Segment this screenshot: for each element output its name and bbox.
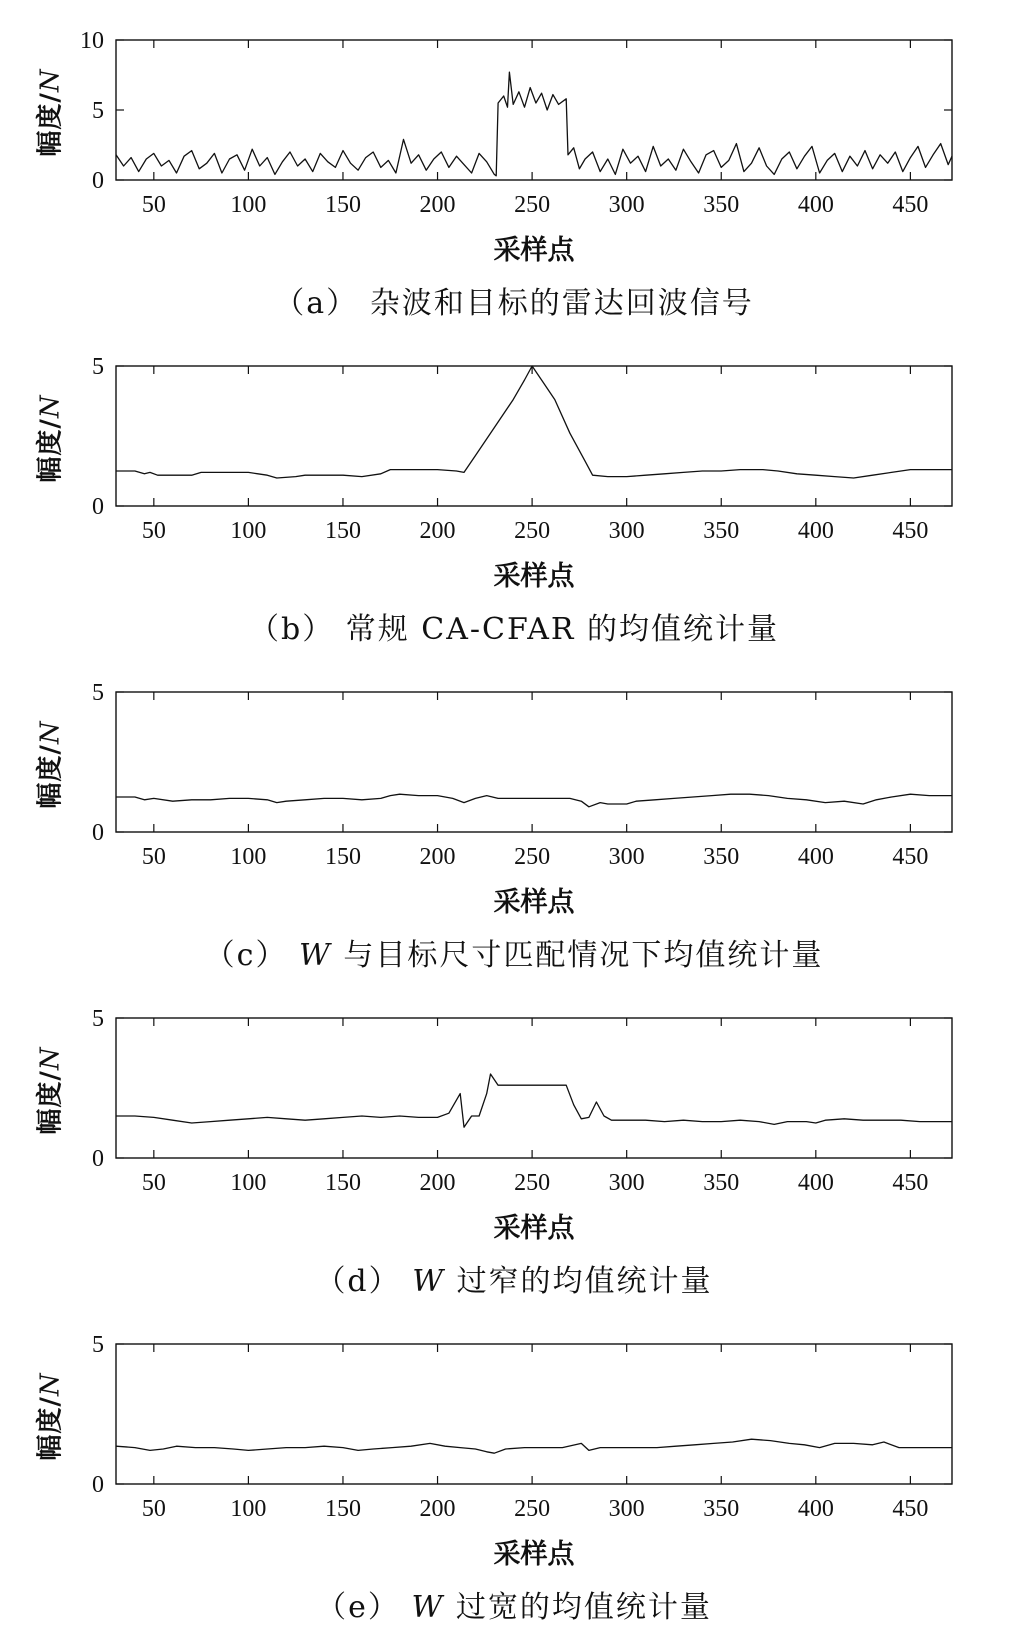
panel-caption-e xyxy=(0,1582,1028,1626)
x-tick-label: 400 xyxy=(797,1496,834,1522)
x-tick-label: 350 xyxy=(703,1170,740,1196)
caption-text: 常规 CA-CFAR 的均值统计量 xyxy=(345,612,779,647)
caption-tag: （a） xyxy=(274,286,370,321)
x-tick-label: 50 xyxy=(141,1170,166,1196)
y-tick-5 xyxy=(92,354,952,380)
x-tick-150 xyxy=(325,1344,361,1522)
series-line-c xyxy=(116,794,952,807)
y-axis-label-text: 幅度/ xyxy=(35,418,66,483)
x-tick-450 xyxy=(892,692,928,870)
x-tick-label: 150 xyxy=(324,192,361,218)
y-axis-label xyxy=(30,389,67,489)
series-line-d xyxy=(116,1074,952,1127)
plot-frame xyxy=(116,1344,952,1484)
y-tick-10 xyxy=(80,28,952,54)
y-axis-label-unit: N xyxy=(35,394,66,419)
x-tick-150 xyxy=(325,1018,361,1196)
x-axis-label: 采样点 xyxy=(493,1213,575,1244)
x-tick-300 xyxy=(609,366,645,544)
y-axis-label-unit: N xyxy=(35,68,66,93)
x-tick-250 xyxy=(514,1018,550,1196)
series-line-b xyxy=(116,366,952,478)
x-tick-450 xyxy=(892,1344,928,1522)
x-tick-label: 450 xyxy=(892,1170,929,1196)
x-tick-200 xyxy=(420,692,456,870)
x-tick-label: 350 xyxy=(703,1496,740,1522)
y-tick-label: 0 xyxy=(92,168,104,194)
panel-caption-b xyxy=(0,604,1028,648)
x-tick-label: 150 xyxy=(324,1496,361,1522)
x-tick-450 xyxy=(892,366,928,544)
y-tick-label: 5 xyxy=(92,1006,104,1032)
x-tick-300 xyxy=(609,40,645,218)
x-axis-label: 采样点 xyxy=(493,887,575,918)
caption-tag: （d） xyxy=(315,1264,413,1299)
x-tick-label: 200 xyxy=(419,1496,456,1522)
y-axis-label-text: 幅度/ xyxy=(35,1396,66,1461)
x-tick-label: 200 xyxy=(419,518,456,544)
x-axis-label: 采样点 xyxy=(493,561,575,592)
x-tick-300 xyxy=(609,692,645,870)
x-tick-300 xyxy=(609,1018,645,1196)
x-tick-100 xyxy=(230,40,266,218)
x-tick-label: 200 xyxy=(419,1170,456,1196)
caption-tag: （e） xyxy=(316,1590,412,1625)
y-axis-label-text: 幅度/ xyxy=(35,92,66,157)
series-line-e xyxy=(116,1439,952,1453)
x-tick-350 xyxy=(703,1018,739,1196)
x-tick-label: 300 xyxy=(608,518,645,544)
y-axis-label xyxy=(30,715,67,815)
x-tick-label: 400 xyxy=(797,518,834,544)
x-tick-300 xyxy=(609,1344,645,1522)
y-tick-0 xyxy=(92,1472,952,1498)
y-tick-label: 5 xyxy=(92,680,104,706)
x-tick-50 xyxy=(142,40,166,218)
x-tick-label: 300 xyxy=(608,1496,645,1522)
x-tick-150 xyxy=(325,366,361,544)
x-tick-250 xyxy=(514,692,550,870)
x-tick-50 xyxy=(142,1018,166,1196)
y-axis-label-unit: N xyxy=(35,1046,66,1071)
x-tick-label: 350 xyxy=(703,518,740,544)
x-axis-label: 采样点 xyxy=(493,235,575,266)
plot-frame xyxy=(116,1018,952,1158)
x-tick-450 xyxy=(892,1018,928,1196)
x-tick-label: 450 xyxy=(892,518,929,544)
y-axis-label xyxy=(30,1041,67,1141)
y-axis-label xyxy=(30,1367,67,1467)
caption-text: 过窄的均值统计量 xyxy=(456,1264,713,1299)
y-tick-5 xyxy=(92,680,952,706)
y-axis-label xyxy=(30,63,67,163)
y-tick-label: 0 xyxy=(92,1146,104,1172)
x-tick-200 xyxy=(420,366,456,544)
x-axis-label: 采样点 xyxy=(493,1539,575,1570)
y-axis-label-text: 幅度/ xyxy=(35,744,66,809)
caption-variable: W xyxy=(411,1590,456,1625)
x-tick-label: 400 xyxy=(797,1170,834,1196)
x-tick-250 xyxy=(514,40,550,218)
y-tick-label: 5 xyxy=(92,354,104,380)
x-tick-400 xyxy=(798,1344,834,1522)
caption-text: 过宽的均值统计量 xyxy=(455,1590,712,1625)
x-tick-350 xyxy=(703,692,739,870)
x-tick-350 xyxy=(703,40,739,218)
x-tick-label: 150 xyxy=(324,518,361,544)
x-tick-label: 100 xyxy=(230,844,267,870)
x-tick-label: 150 xyxy=(324,1170,361,1196)
chart-panel-e xyxy=(0,1304,1028,1630)
y-tick-0 xyxy=(92,820,952,846)
caption-tag: （b） xyxy=(249,612,346,647)
x-tick-400 xyxy=(798,692,834,870)
x-tick-250 xyxy=(514,1344,550,1522)
chart-panel-c xyxy=(0,652,1028,978)
panel-caption-d xyxy=(0,1256,1028,1300)
y-axis-label-unit: N xyxy=(35,1372,66,1397)
x-tick-50 xyxy=(142,692,166,870)
chart-panel-d xyxy=(0,978,1028,1304)
caption-text: 与目标尺寸匹配情况下均值统计量 xyxy=(343,938,824,973)
x-tick-200 xyxy=(420,40,456,218)
x-tick-50 xyxy=(142,1344,166,1522)
x-tick-100 xyxy=(230,1344,266,1522)
panel-caption-a xyxy=(0,278,1028,322)
chart-panel-a xyxy=(0,0,1028,326)
y-axis-label-unit: N xyxy=(35,720,66,745)
series-line-a xyxy=(116,72,952,176)
y-tick-5 xyxy=(92,1332,952,1358)
plot-frame xyxy=(116,366,952,506)
x-tick-label: 450 xyxy=(892,1496,929,1522)
x-tick-label: 100 xyxy=(230,518,267,544)
y-tick-label: 0 xyxy=(92,494,104,520)
x-tick-250 xyxy=(514,366,550,544)
y-tick-5 xyxy=(92,1006,952,1032)
plot-frame xyxy=(116,692,952,832)
y-tick-0 xyxy=(92,1146,952,1172)
x-tick-label: 150 xyxy=(324,844,361,870)
caption-variable: W xyxy=(298,938,344,973)
x-tick-label: 400 xyxy=(797,844,834,870)
x-tick-400 xyxy=(798,1018,834,1196)
x-tick-label: 350 xyxy=(703,844,740,870)
x-tick-150 xyxy=(325,40,361,218)
x-tick-400 xyxy=(798,366,834,544)
x-tick-label: 50 xyxy=(141,192,166,218)
x-tick-label: 50 xyxy=(141,518,166,544)
x-tick-label: 250 xyxy=(514,192,551,218)
y-tick-label: 0 xyxy=(92,820,104,846)
x-tick-label: 100 xyxy=(230,1170,267,1196)
x-tick-200 xyxy=(420,1344,456,1522)
x-tick-label: 300 xyxy=(608,192,645,218)
y-axis-label-text: 幅度/ xyxy=(35,1070,66,1135)
x-tick-label: 100 xyxy=(230,1496,267,1522)
x-tick-label: 300 xyxy=(608,1170,645,1196)
x-tick-label: 50 xyxy=(141,844,166,870)
x-tick-350 xyxy=(703,1344,739,1522)
x-tick-100 xyxy=(230,692,266,870)
x-tick-label: 250 xyxy=(514,1170,551,1196)
x-tick-label: 250 xyxy=(514,1496,551,1522)
x-tick-150 xyxy=(325,692,361,870)
x-tick-label: 400 xyxy=(797,192,834,218)
panel-caption-c xyxy=(0,930,1028,974)
caption-variable: W xyxy=(412,1264,457,1299)
x-tick-100 xyxy=(230,366,266,544)
x-tick-50 xyxy=(142,366,166,544)
y-tick-label: 5 xyxy=(92,1332,104,1358)
plot-frame xyxy=(116,40,952,180)
x-tick-350 xyxy=(703,366,739,544)
x-tick-100 xyxy=(230,1018,266,1196)
x-tick-label: 200 xyxy=(419,192,456,218)
y-tick-label: 0 xyxy=(92,1472,104,1498)
x-tick-450 xyxy=(892,40,928,218)
caption-text: 杂波和目标的雷达回波信号 xyxy=(369,286,754,321)
x-tick-label: 50 xyxy=(141,1496,166,1522)
x-tick-label: 350 xyxy=(703,192,740,218)
y-tick-label: 10 xyxy=(80,28,104,54)
chart-panel-b xyxy=(0,326,1028,652)
x-tick-label: 450 xyxy=(892,844,929,870)
y-tick-label: 5 xyxy=(92,98,104,124)
x-tick-label: 250 xyxy=(514,518,551,544)
y-tick-0 xyxy=(92,494,952,520)
x-tick-label: 250 xyxy=(514,844,551,870)
x-tick-label: 300 xyxy=(608,844,645,870)
caption-tag: （c） xyxy=(204,938,299,973)
x-tick-200 xyxy=(420,1018,456,1196)
x-tick-label: 450 xyxy=(892,192,929,218)
x-tick-label: 200 xyxy=(419,844,456,870)
x-tick-400 xyxy=(798,40,834,218)
x-tick-label: 100 xyxy=(230,192,267,218)
